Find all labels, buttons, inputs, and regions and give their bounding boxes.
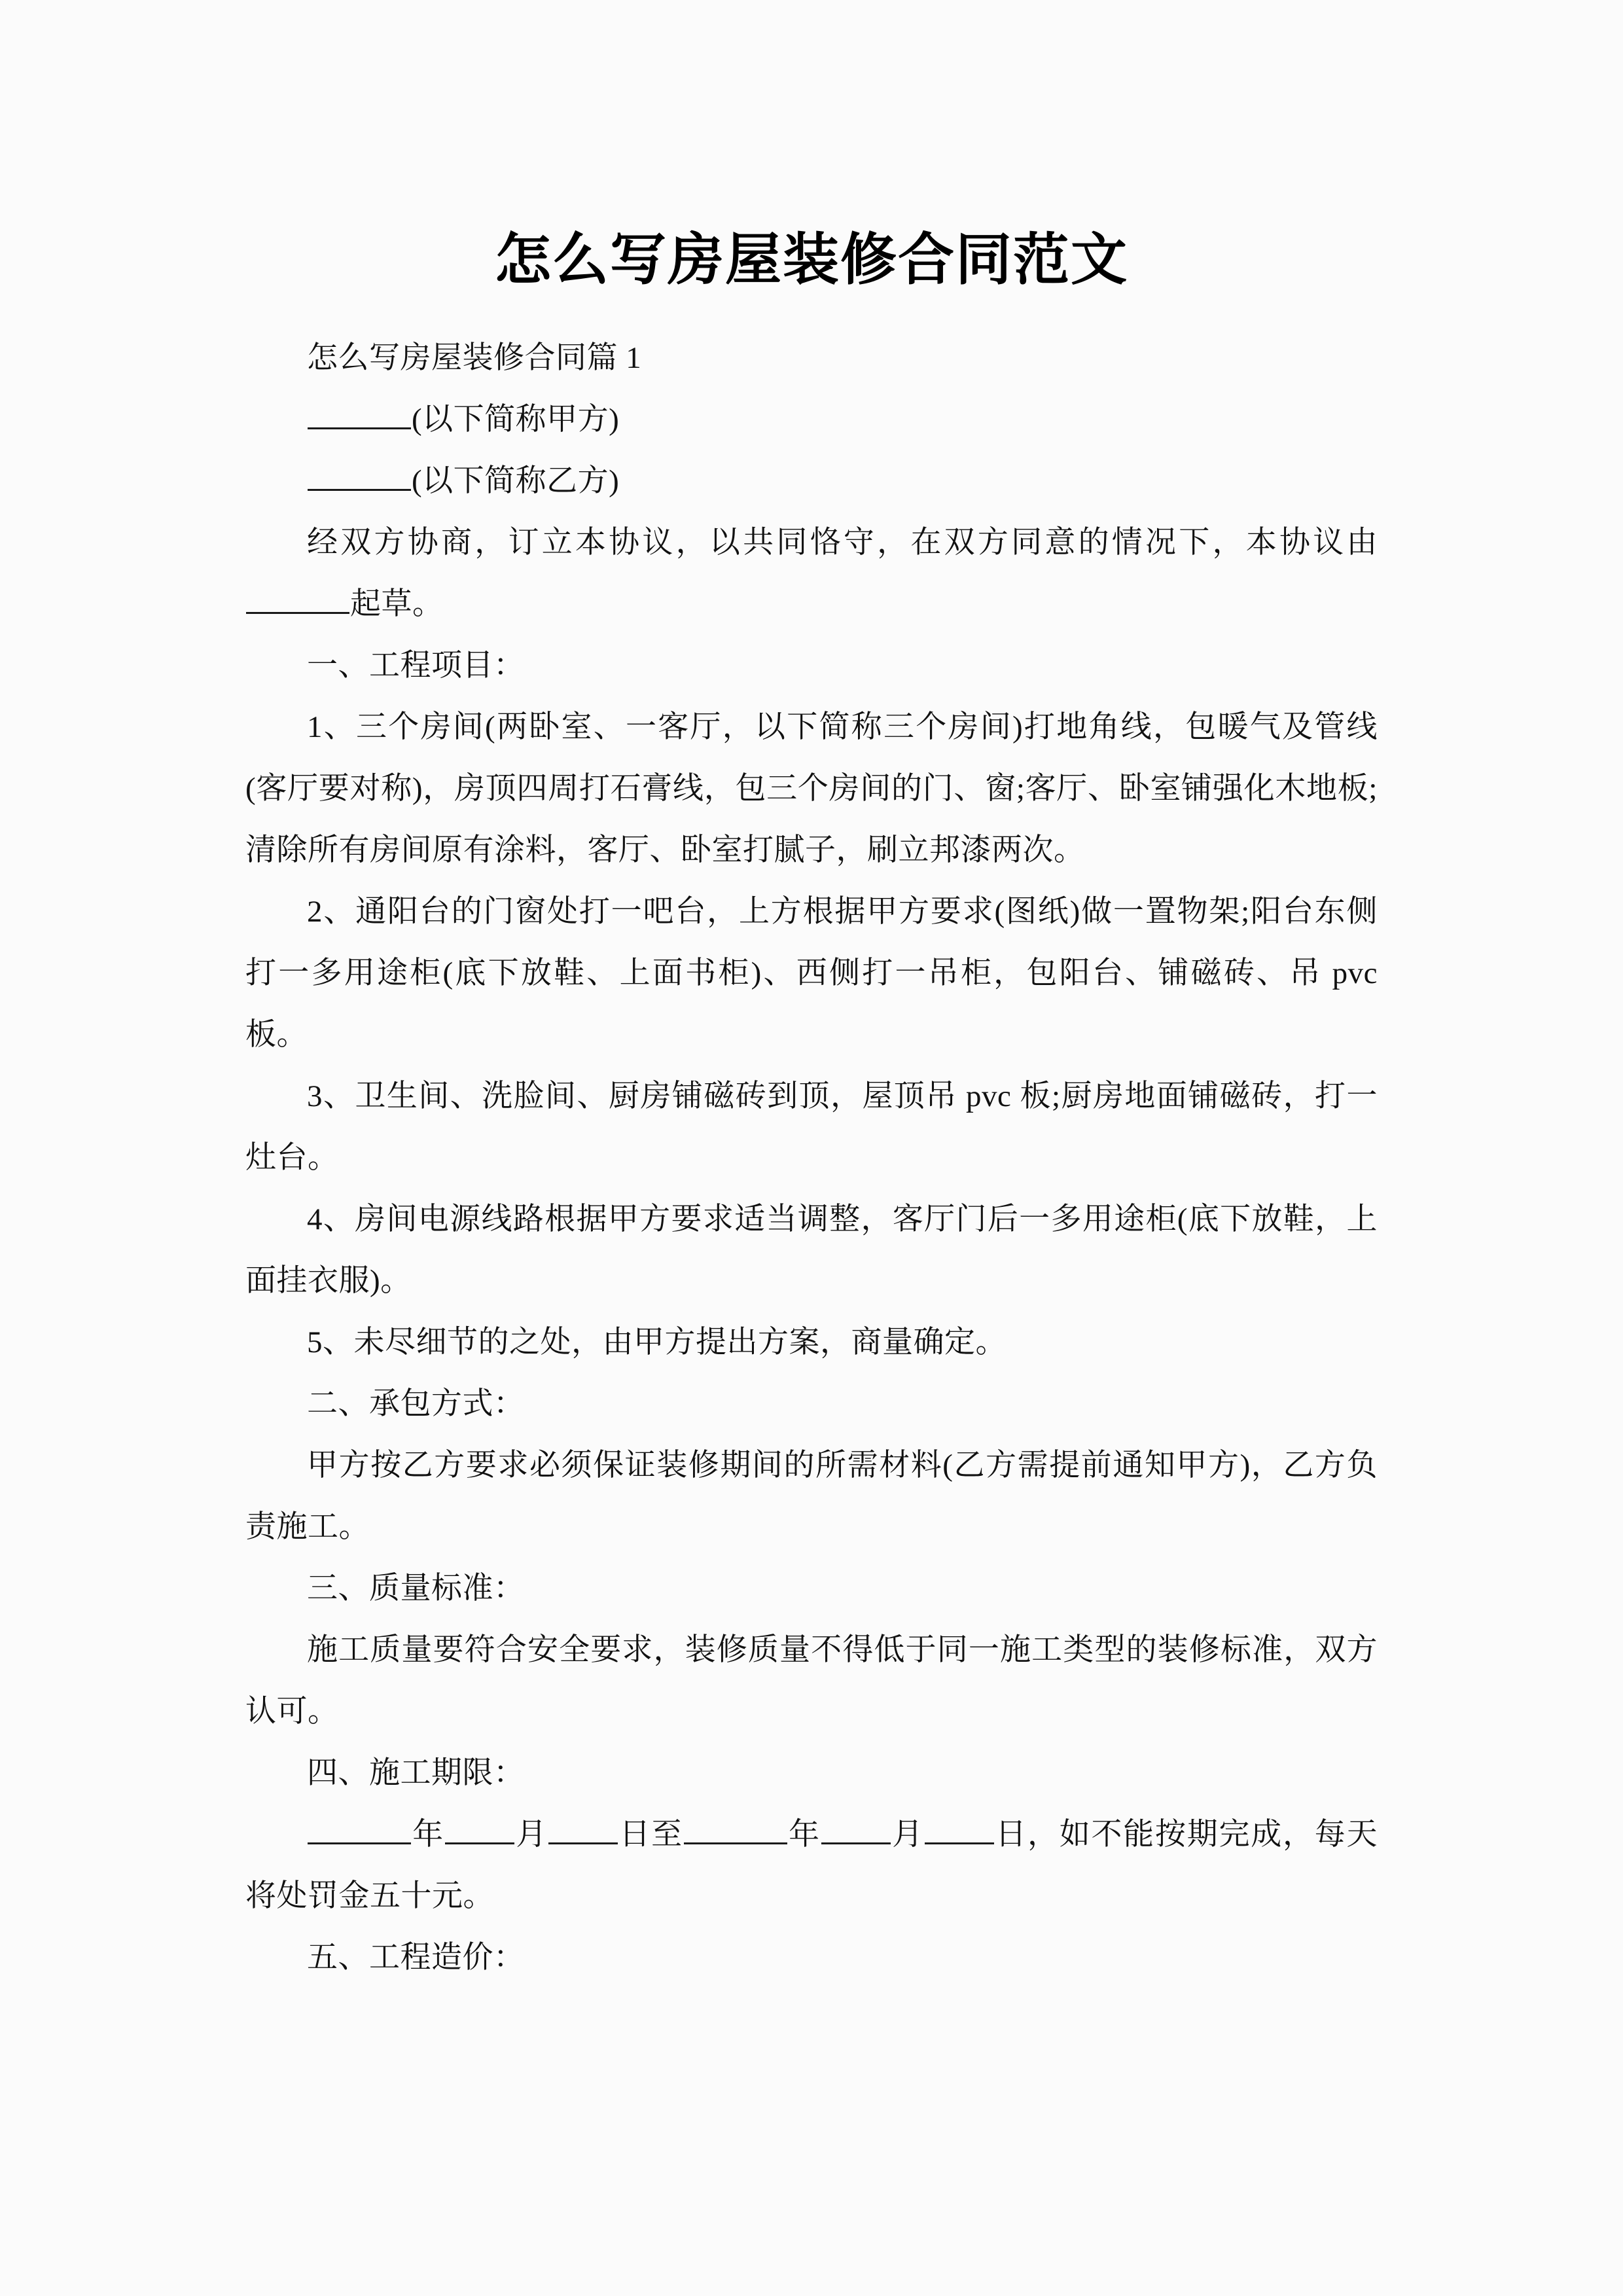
end-year-blank[interactable] (684, 1814, 787, 1844)
party-a-blank[interactable] (308, 399, 411, 429)
start-year-blank[interactable] (308, 1814, 411, 1844)
drafter-blank[interactable] (246, 583, 349, 614)
end-month-blank[interactable] (821, 1814, 891, 1844)
end-year-label: 年 (787, 1818, 821, 1852)
end-day-blank[interactable] (925, 1814, 994, 1844)
section-one-item-3: 3、卫生间、洗脸间、厨房铺磁砖到顶，屋顶吊 pvc 板;厨房地面铺磁砖，打一灶台。 (245, 1079, 1378, 1175)
party-a-line (245, 389, 1378, 450)
document-body (245, 327, 1378, 1988)
end-month-label: 月 (891, 1818, 924, 1852)
start-year-label: 年 (412, 1818, 445, 1852)
section-one-item-2: 2、通阳台的门窗处打一吧台，上方根据甲方要求(图纸)做一置物架;阳台东侧打一多用途柜(底下放鞋、上面书柜)、西侧打一吊柜，包阳台、铺磁砖、吊 pvc 板。 (245, 895, 1378, 1052)
start-month-blank[interactable] (445, 1814, 514, 1844)
section-two-body: 甲方按乙方要求必须保证装修期间的所需材料(乙方需提前通知甲方)，乙方负责施工。 (245, 1448, 1378, 1544)
section-four-date-line (245, 1804, 1378, 1927)
party-b-blank[interactable] (308, 460, 411, 491)
preamble-text-after: 起草。 (350, 587, 444, 621)
start-day-label: 日至 (618, 1818, 683, 1852)
section-one-item-4: 4、房间电源线路根据甲方要求适当调整，客厅门后一多用途柜(底下放鞋，上面挂衣服)。 (245, 1202, 1378, 1298)
section-one-heading: 一、工程项目： (307, 649, 525, 683)
section-three-body: 施工质量要符合安全要求，装修质量不得低于同一施工类型的装修标准，双方认可。 (245, 1633, 1378, 1729)
section-two-heading: 二、承包方式： (307, 1387, 525, 1421)
end-day-label: 日 (994, 1818, 1027, 1852)
section-four-heading: 四、施工期限： (307, 1756, 525, 1790)
party-a-label: (以下简称甲方) (412, 403, 620, 437)
preamble-text-before: 经双方协商，订立本协议，以共同恪守，在双方同意的情况下，本协议由 (307, 526, 1378, 560)
start-day-blank[interactable] (548, 1814, 618, 1844)
start-month-label: 月 (515, 1818, 548, 1852)
preamble-paragraph (245, 512, 1378, 635)
section-four-tail: ，如不能按期完成，每天将处罚金五十元。 (245, 1818, 1378, 1913)
page-title: 怎么写房屋装修合同范文 (495, 228, 1128, 291)
section-three-heading: 三、质量标准： (307, 1571, 525, 1605)
article-heading: 怎么写房屋装修合同篇 1 (307, 341, 642, 375)
section-five-heading: 五、工程造价： (307, 1941, 525, 1975)
party-b-line (245, 450, 1378, 512)
section-one-item-1: 1、三个房间(两卧室、一客厅，以下简称三个房间)打地角线，包暖气及管线(客厅要对称)，房顶四周打石膏线，包三个房间的门、窗;客厅、卧室铺强化木地板;清除所有房间原有涂料，客厅、卧室打腻子，刷立邦漆两次。 (245, 710, 1378, 867)
party-b-label: (以下简称乙方) (412, 464, 620, 498)
section-one-item-5: 5、未尽细节的之处，由甲方提出方案，商量确定。 (307, 1325, 1007, 1359)
